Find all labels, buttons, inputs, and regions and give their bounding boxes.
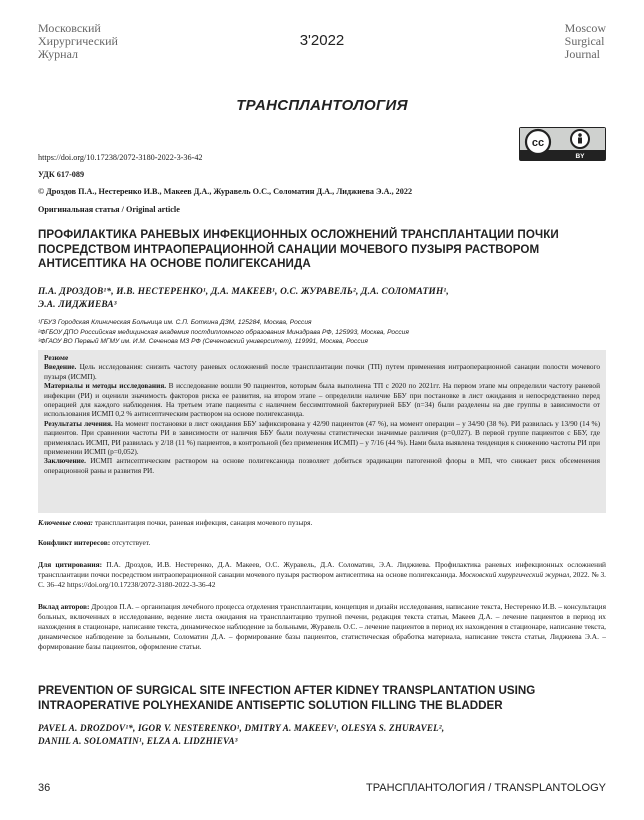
logo-line: Журнал	[38, 47, 79, 61]
authors-en	[38, 722, 606, 748]
citation-text: П.А. Дроздов, И.В. Нестеренко, Д.А. Макеев, О.С. Журавель, Д.А. Соломатин, Э.А. Лиджиева. Профилактика раневых инфекционных осложнений трансплантации почки посредством интраоперационной санации мочевого пузыря раствором антисептика на основе полигексанида.	[38, 560, 606, 579]
by-label: BY	[575, 153, 585, 160]
affiliations	[38, 318, 606, 347]
conflict-label: Конфликт интересов:	[38, 538, 111, 547]
logo-line: Московский	[38, 21, 101, 35]
section-title: ТРАНСПЛАНТОЛОГИЯ	[236, 97, 408, 114]
authors-line: П.А. ДРОЗДОВ¹*, И.В. НЕСТЕРЕНКО¹, Д.А. МАКЕЕВ¹, О.С. ЖУРАВЕЛЬ², Д.А. СОЛОМАТИН¹,	[38, 287, 449, 297]
citation-label: Для цитирования:	[38, 560, 103, 569]
article-type: Оригинальная статья / Original article	[38, 205, 180, 214]
keywords-label: Ключевые слова:	[38, 518, 93, 527]
footer-section: ТРАНСПЛАНТОЛОГИЯ / TRANSPLANTOLOGY	[365, 782, 606, 794]
logo-line: Хирургический	[38, 34, 118, 48]
authors-ru	[38, 286, 606, 312]
article-title-en: PREVENTION OF SURGICAL SITE INFECTION AFTER KIDNEY TRANSPLANTATION USING INTRAOPERATIVE POLYHEXANIDE ANTISEPTIC SOLUTION FILLING THE BLADDER	[38, 684, 536, 712]
logo-line: Moscow	[564, 21, 606, 35]
affiliation-item: ²ФГБОУ ДПО Российская медицинская академия постдипломного образования Минздрава РФ, 125993, Москва, Россия	[38, 328, 409, 336]
copyright: © Дроздов П.А., Нестеренко И.В., Макеев Д.А., Журавель О.С., Соломатин Д.А., Лиджиева Э.А., 2022	[38, 187, 413, 196]
intro-text: Цель исследования: снизить частоту раневых осложнений после трансплантации почки (ТП) путем применения интраоперационной санации полости мочевого пузыря (ИСМП).	[44, 362, 600, 381]
page-number: 36	[38, 782, 51, 794]
logo-line: Journal	[564, 47, 600, 61]
article-title-ru: ПРОФИЛАКТИКА РАНЕВЫХ ИНФЕКЦИОННЫХ ОСЛОЖНЕНИЙ ТРАНСПЛАНТАЦИИ ПОЧКИ ПОСРЕДСТВОМ ИНТРАОПЕРАЦИОННОЙ САНАЦИИ МОЧЕВОГО ПУЗЫРЯ РАСТВОРОМ АНТИСЕПТИКА НА ОСНОВЕ ПОЛИГЕКСАНИДА	[38, 228, 559, 270]
results-text: На момент постановки в лист ожидания ББУ зафиксирована у 42/90 пациентов (47 %), на момент операции – у 34/90 (38 %). РИ развилась у 13/90 (14 %) пациентов. При сравнении частоты РИ в зависимости от наличия ББУ были получены статистически значимые различия (p=0,027). В первой группе пациентов с ББУ, где применялась ИСМП, РИ развилась у 2/18 (11 %) пациентов, в контрольной (без применения ИСМП) – у 7/16 (44 %). Нами была выявлена тенденция к снижению частоты РИ при применении ИСМП (p=0,052).	[44, 418, 600, 457]
methods-text: В исследование вошли 90 пациентов, которым была выполнена ТП с 2020 по 2021гг. На первом этапе мы определили частоту раневой инфекции (РИ) и оценили значимость факторов риска ее развития, на втором этапе – определили наличие ББУ при постановке в лист ожидания и непосредственно перед операцией для каждого наблюдения. На третьем этапе пациенты с наличием бессимптомной бактериурией ББУ (n=34) были разделены на две группы в зависимости от использования ИСМП 0,2 % антисептическим раствором на основе полигексанида.	[44, 381, 600, 419]
methods-label: Материалы и методы исследования.	[44, 381, 167, 391]
journal-logo-en	[565, 22, 606, 61]
keywords-text: трансплантация почки, раневая инфекция, санация мочевого пузыря.	[93, 518, 313, 527]
logo-line: Surgical	[564, 34, 605, 48]
conclusion-label: Заключение.	[44, 456, 86, 466]
conflict-of-interest	[38, 538, 606, 548]
affiliation-item: ¹ГБУЗ Городская Клиническая Больница им. С.П. Боткина ДЗМ, 125284, Москва, Россия	[38, 319, 312, 326]
page-header	[38, 22, 606, 72]
authors-line: Э.А. ЛИДЖИЕВА³	[38, 300, 117, 310]
doi-link[interactable]: https://doi.org/10.17238/2072-3180-2022-3-36-42	[38, 153, 203, 162]
authors-line: PAVEL A. DROZDOV¹*, IGOR V. NESTERENKO¹, DMITRY A. MAKEEV¹, OLESYA S. ZHURAVEL²,	[38, 723, 445, 733]
conflict-text: отсутствует.	[110, 538, 151, 547]
author-contribution	[38, 602, 606, 652]
abstract-heading: Резюме	[44, 353, 69, 362]
udk-code: УДК 617-089	[38, 170, 85, 179]
citation-tail[interactable]: , 2022. № 3. С. 36–42 https://doi.org/10.17238/2072-3180-2022-3-36-42	[38, 570, 606, 589]
contribution-label: Вклад авторов:	[38, 602, 90, 611]
cc-icon-label: cc	[531, 137, 545, 149]
conclusion-text: ИСМП антисептическим раствором на основе полигексанида позволяет добиться эрадикации патогенной флоры в МП, что снижает риск обсеменения операционной раны и развития РИ.	[44, 456, 600, 475]
affiliation-item: ³ФГАОУ ВО Первый МГМУ им. И.М. Сеченова МЗ РФ (Сеченовский университет), 119991, Москва, Россия	[38, 338, 368, 346]
abstract-box	[38, 350, 606, 513]
results-label: Результаты лечения.	[44, 418, 113, 428]
authors-line: DANIIL A. SOLOMATIN¹, ELZA A. LIDZHIEVA³	[38, 736, 238, 746]
contribution-text: Дроздов П.А. – организация лечебного процесса отделения трансплантации, концепция и дизайн исследования, написание текста, Нестеренко И.В. – консультация больных, включенных в исследование, ведение листа ожидания на трансплантацию трупной печени, редакция текста статьи, Макеев Д.А. – лечение пациентов в период их нахождения в стационаре, написание текста, динамическое наблюдение за больными, Журавель О.С. – лечение пациентов в период их нахождения в стационаре, написание текста, динамическое наблюдение за больными, Соломатин Д.А. – формирование базы пациентов, статистическая обработка материала, написание текста статьи, Лиджиева Э.А. – формирование базы пациентов, оформление статьи.	[38, 602, 606, 651]
intro-label: Введение.	[44, 362, 77, 372]
keywords	[38, 518, 606, 528]
citation	[38, 560, 606, 590]
issue-number: 3'2022	[299, 32, 345, 49]
citation-journal: Московский хирургический журнал	[459, 570, 570, 579]
